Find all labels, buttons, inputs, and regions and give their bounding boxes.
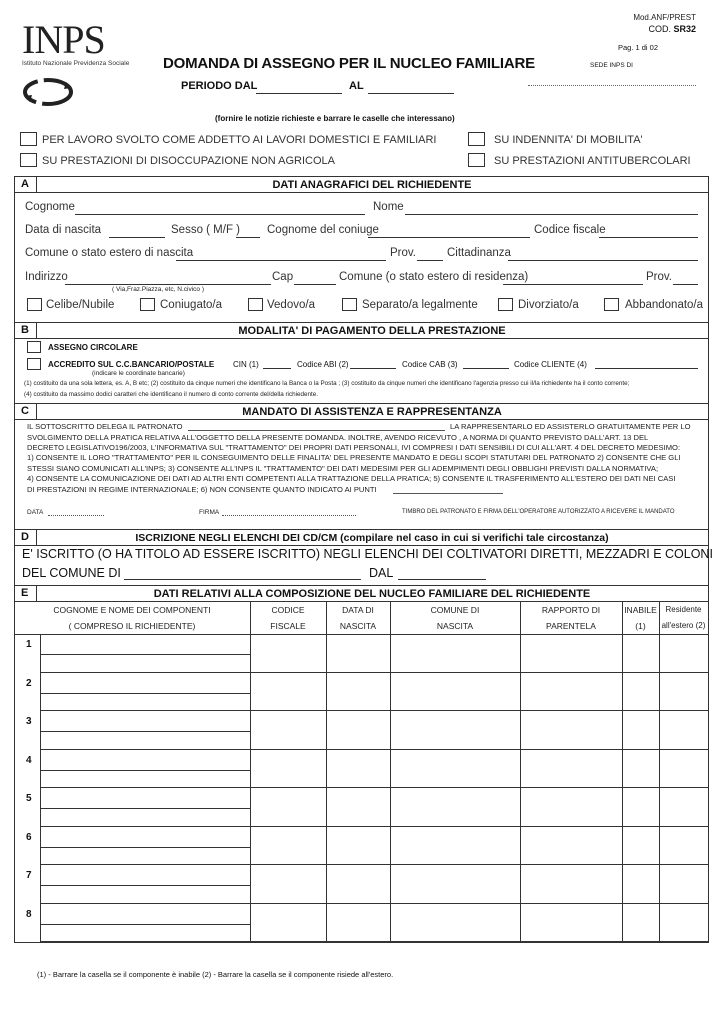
row-number: 2 [26,677,32,689]
assegno-circolare-label: ASSEGNO CIRCOLARE [48,343,138,352]
page-title: DOMANDA DI ASSEGNO PER IL NUCLEO FAMILIARE [163,55,535,72]
indirizzo-field[interactable] [65,273,271,285]
mandato-line: STESSI SIANO COMUNICATI ALL'INPS; 3) CONSENTE ALL'INPS IL "TRATTAMENTO" DEI DATI MEDESIMI PER GLI ADEMPIMENTI DEGLI OBBLIGHI PREVISTI DALLA NORMATIVA; [27,463,659,473]
instructions: (fornire le notizie richieste e barrare le caselle che interessano) [215,114,455,123]
cognome-label: Cognome [25,201,75,213]
stato-separato: Separato/a legalmente [362,299,478,311]
table-row[interactable] [14,788,709,827]
inps-logo [22,18,142,108]
periodo-row [181,80,257,92]
data-nascita-field[interactable] [109,226,165,238]
prov2-label: Prov. [646,271,672,283]
mandato-line: 4) CONSENTE LA COMUNICAZIONE DEI DATI AD ALTRI ENTI COMPETENTI ALLA TRATTAZIONE DELLA PRATICA; 5) CONSENTE IL TRASFERIMENTO ALL'ESTERO DEI DATI NEI CASI [27,474,676,484]
section-a-letter: A [21,178,29,190]
comune-di-label: DEL COMUNE DI [22,566,121,580]
row-divider [41,693,250,694]
cittadinanza-field[interactable] [508,249,698,261]
mandato-line-last: DI PRESTAZIONI IN REGIME INTERNAZIONALE; 6) NON CONSENTE QUANTO INDICATO AI PUNTI [27,484,377,494]
section-b-title: MODALITA' DI PAGAMENTO DELLA PRESTAZIONE [238,325,506,337]
cittadinanza-label: Cittadinanza [447,247,511,259]
comune-nascita-label: Comune o stato estero di nascita [25,247,194,259]
abi-label: Codice ABI (2) [297,360,349,369]
table-row[interactable] [14,865,709,904]
table-row[interactable] [14,711,709,750]
accredito-hint: (indicare le coordinate bancarie) [92,370,185,377]
mandato-line: 1) CONSENTE IL LORO "TRATTAMENTO" PER IL CONSEGUIMENTO DELLE FINALITA' DEL PRESENTE MANDATO E DEGLI SCOPI STATUTARI DEL PATRONATO 2) CONSENTE CHE GLI [27,453,681,463]
data-field[interactable] [48,509,104,516]
col-header-parentela: RAPPORTO DI PARENTELA [541,605,601,631]
nome-label: Nome [373,201,404,213]
punti-field[interactable] [393,486,503,494]
col-header-componenti: COGNOME E NOME DEI COMPONENTI ( COMPRESO IL RICHIEDENTE) [53,605,211,631]
cin-field[interactable] [263,360,291,369]
dal-label: DAL [369,566,394,580]
col-header-codice-fiscale: CODICE FISCALE [270,605,306,631]
row-number: 6 [26,831,32,843]
row-divider [41,770,250,771]
category-disoccupazione: SU PRESTAZIONI DI DISOCCUPAZIONE NON AGRICOLA [42,155,335,167]
row-divider [41,731,250,732]
mandato-line: DECRETO LEGISLATIVO196/2003, L'INFORMATIVA SUL "TRATTAMENTO" DEI PROPRI DATI PERSONALI, IVI COMPRESI I DATI SENSIBILI DI CUI ALL'ART. 4 DEL DECRETO MEDESIMO: [27,442,681,452]
table-row[interactable] [14,904,709,943]
checkbox-coniugato[interactable] [140,298,155,311]
cab-field[interactable] [463,360,509,369]
row-divider [41,847,250,848]
col-header-comune-nascita: COMUNE DI NASCITA [430,605,480,631]
checkbox-celibe[interactable] [27,298,42,311]
logo-subtitle: Istituto Nazionale Previdenza Sociale [22,60,130,67]
cap-field[interactable] [294,273,336,285]
checkbox-vedovo[interactable] [248,298,263,311]
stato-coniugato: Coniugato/a [160,299,223,311]
prov-field[interactable] [417,249,443,261]
section-d-title: ISCRIZIONE NEGLI ELENCHI DEI CD/CM (compilare nel caso in cui si verifichi tale circostanza) [135,532,609,544]
comune-di-field[interactable] [124,568,361,580]
sede-label: SEDE INPS DI [590,62,633,69]
stato-vedovo: Vedovo/a [267,299,315,311]
iscrizione-line: E' ISCRITTO (O HA TITOLO AD ESSERE ISCRITTO) NEGLI ELENCHI DEI COLTIVATORI DIRETTI, MEZZADRI E COLONI [22,547,713,561]
timbro-label: TIMBRO DEL PATRONATO E FIRMA DELL'OPERATORE AUTORIZZATO A RICEVERE IL MANDATO [402,509,675,515]
codice-fiscale-field[interactable] [599,226,698,238]
row-divider [40,673,41,712]
cognome-coniuge-label: Cognome del coniuge [267,224,379,236]
checkbox-antitubercolari[interactable] [468,153,485,167]
abi-field[interactable] [350,360,396,369]
checkbox-mobilita[interactable] [468,132,485,146]
row-number: 4 [26,754,32,766]
row-divider [41,808,250,809]
row-divider [40,941,709,942]
checkbox-accredito[interactable] [27,358,41,370]
row-number: 7 [26,870,32,881]
periodo-al-label: AL [349,80,364,92]
nome-field[interactable] [405,203,698,215]
row-number: 1 [26,639,32,650]
row-number: 5 [26,793,32,804]
section-e-title: DATI RELATIVI ALLA COMPOSIZIONE DEL NUCLEO FAMILIARE DEL RICHIEDENTE [153,588,591,600]
table-row[interactable] [14,634,709,673]
data-label: DATA [27,509,44,516]
row-divider [40,788,41,827]
firma-field[interactable] [222,509,356,516]
mandato-line-1a: IL SOTTOSCRITTO DELEGA IL PATRONATO [27,422,183,431]
row-divider [40,827,41,866]
firma-label: FIRMA [199,509,220,516]
cap-label: Cap [272,271,294,283]
footnote: (1) - Barrare la casella se il componente è inabile (2) - Barrare la casella se il componente risiede all'estero. [37,970,394,979]
cognome-field[interactable] [75,203,365,215]
cin-label: CIN (1) [233,360,259,369]
row-divider [40,711,41,750]
codice-fiscale-label: Codice fiscale [534,224,606,236]
checkbox-divorziato[interactable] [498,298,513,311]
sede-field[interactable] [528,80,696,86]
periodo-dal-field[interactable] [256,82,342,94]
accredito-label: ACCREDITO SUL C.C.BANCARIO/POSTALE [48,360,215,369]
table-row[interactable] [14,750,709,789]
row-divider [40,865,41,904]
sesso-label: Sesso ( M/F ) [171,224,241,236]
patronato-field[interactable] [188,423,445,431]
mod-code: Mod.ANF/PREST [633,13,696,22]
comune-residenza-field[interactable] [503,273,643,285]
bank-note-2: (4) costituito da massimo dodici caratteri che identificano il numero di conto corrente del/della richiedente. [24,391,319,398]
page-number: Pag. 1 di 02 [617,43,658,52]
mandato-line-1b: LA RAPPRESENTARLO ED ASSISTERLO GRATUITAMENTE PER LO [450,422,691,431]
category-mobilita: SU INDENNITA' DI MOBILITA' [494,134,643,146]
section-e-letter: E [21,587,29,599]
bank-note-1: (1) costituito da una sola lettera, es. A, B etc; (2) costituito da cinque numeri che identificano la Banca o la Posta ; (3) costituito da cinque numeri che identificano l'agenzia presso cui il/la richiedente ha il conto corrente; [24,380,630,387]
row-divider [41,654,250,655]
category-lavori-domestici: PER LAVORO SVOLTO COME ADDETTO AI LAVORI DOMESTICI E FAMILIARI [42,134,437,146]
row-number: 3 [26,716,32,727]
recycle-arrows-icon [22,76,74,108]
dal-field[interactable] [398,568,486,580]
cod-label: COD. [648,24,671,34]
cliente-field[interactable] [595,360,698,369]
stato-celibe: Celibe/Nubile [46,299,115,311]
cliente-label: Codice CLIENTE (4) [514,360,587,369]
stato-divorziato: Divorziato/a [518,299,579,311]
cod-value: SR32 [673,24,696,34]
section-d-letter: D [21,531,29,543]
checkbox-separato[interactable] [342,298,357,311]
periodo-dal-label: PERIODO DAL [181,80,258,92]
row-divider [40,904,41,943]
table-row[interactable] [14,827,709,866]
section-b-letter: B [21,324,29,336]
data-nascita-label: Data di nascita [25,224,102,236]
cognome-coniuge-field[interactable] [368,226,530,238]
cab-label: Codice CAB (3) [402,360,458,369]
logo-text: INPS [22,17,105,62]
col-header-data-nascita: DATA DI NASCITA [339,605,377,631]
sesso-field[interactable] [236,226,260,238]
category-antitubercolari: SU PRESTAZIONI ANTITUBERCOLARI [494,155,691,167]
mandato-text [27,433,702,485]
row-divider [40,750,41,789]
col-header-residente-estero: Residente all'estero (2) [661,605,706,630]
row-divider [41,885,250,886]
cod-row [648,24,696,34]
checkbox-abbandonato[interactable] [604,298,619,311]
checkbox-assegno-circolare[interactable] [27,341,41,353]
frame-bottom [14,942,709,943]
section-a-title: DATI ANAGRAFICI DEL RICHIEDENTE [272,179,472,191]
mandato-line: SVOLGIMENTO DELLA PRATICA RELATIVA ALL'OGGETTO DELLA PRESENTE DOMANDA. INOLTRE, AVENDO RICEVUTO , A NORMA DI QUANTO PREVISTO DALL'ART. 13 DEL [27,432,649,442]
periodo-al-field[interactable] [368,82,454,94]
table-row[interactable] [14,673,709,712]
section-c-title: MANDATO DI ASSISTENZA E RAPPRESENTANZA [242,406,502,418]
comune-residenza-label: Comune (o stato estero di residenza) [339,271,529,283]
indirizzo-label: Indirizzo [25,271,68,283]
section-c-letter: C [21,405,29,417]
checkbox-lavori-domestici[interactable] [20,132,37,146]
prov-label: Prov. [390,247,416,259]
row-divider [40,634,41,673]
stato-abbandonato: Abbandonato/a [625,299,704,311]
checkbox-disoccupazione[interactable] [20,153,37,167]
indirizzo-hint: ( Via,Fraz.Piazza, etc, N.civico ) [112,286,204,293]
row-divider [41,924,250,925]
prov2-field[interactable] [673,273,698,285]
row-number: 8 [26,908,32,920]
comune-nascita-field[interactable] [176,249,386,261]
col-header-inabile: INABILE (1) [624,605,657,631]
